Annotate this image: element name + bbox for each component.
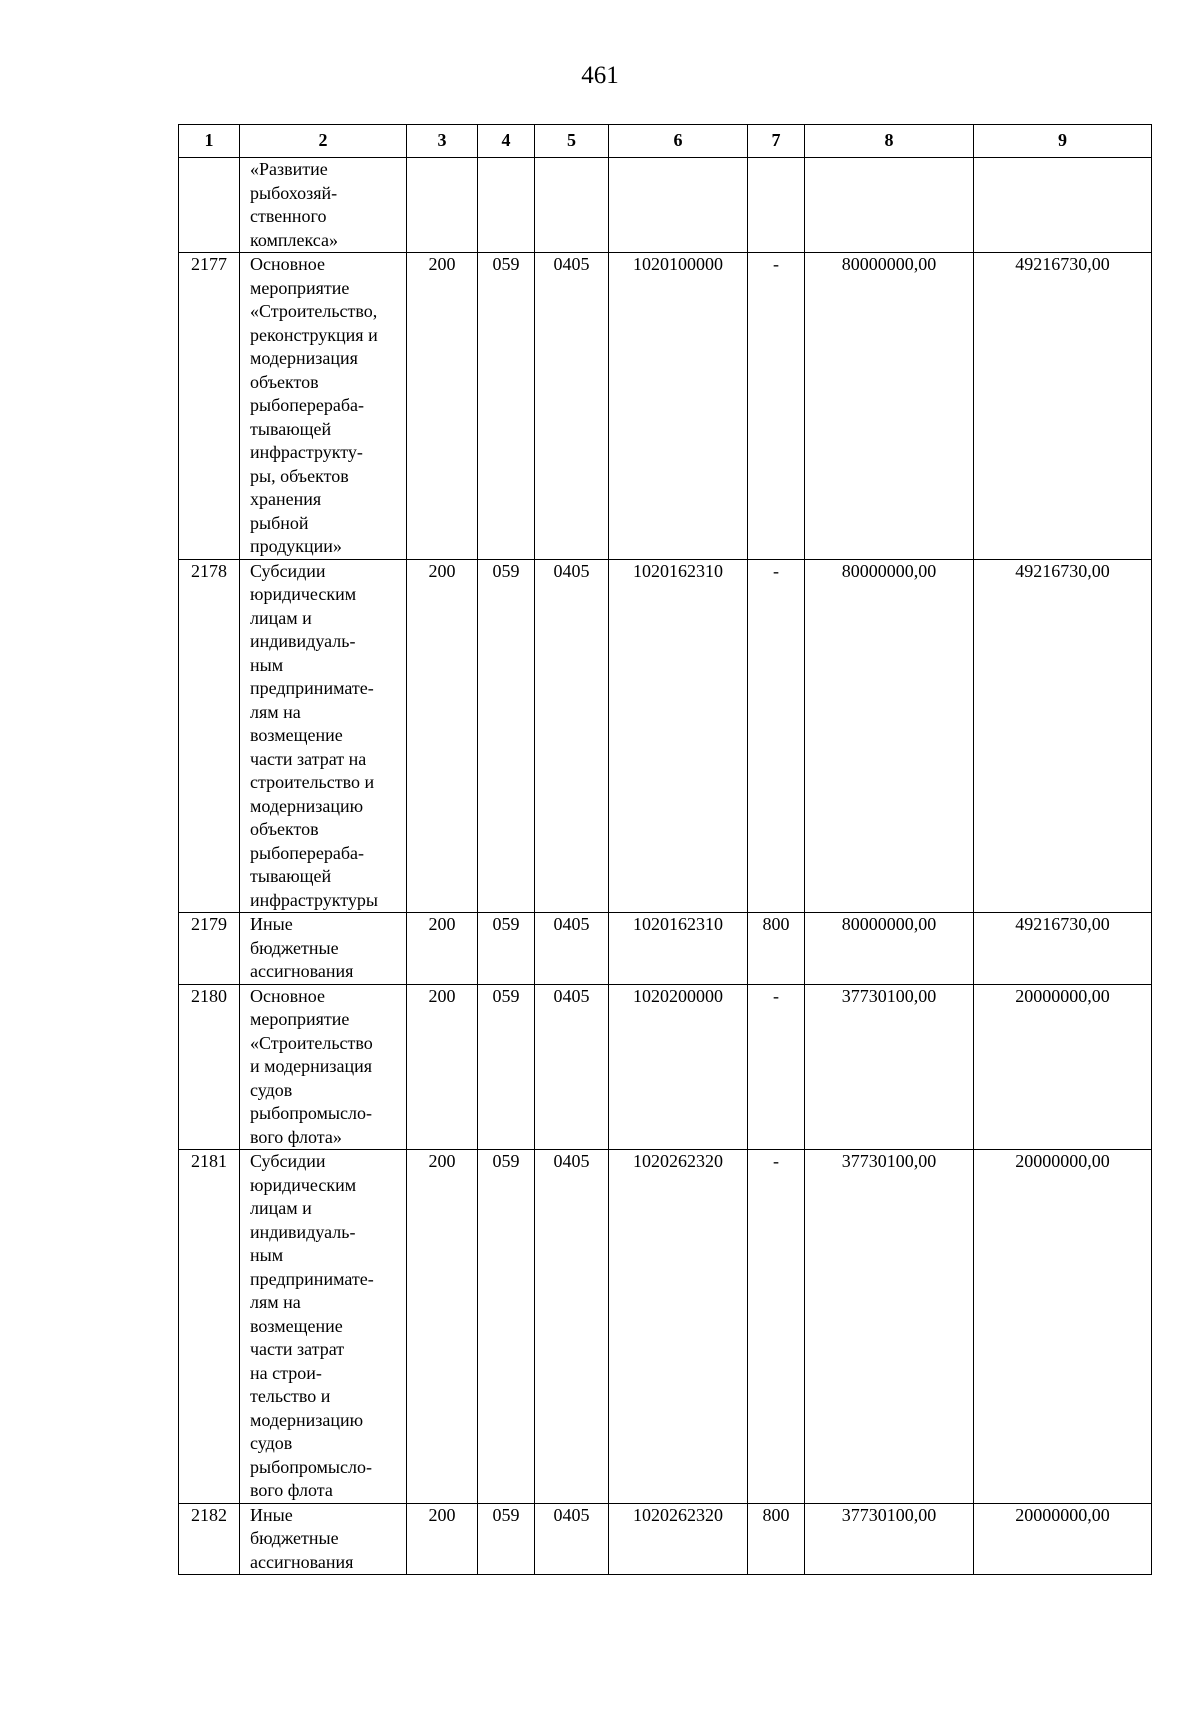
description-line: рыбной: [250, 512, 309, 533]
section-cell: 0405: [535, 253, 609, 560]
description-cell: [240, 984, 407, 1150]
description-line: бюджетные: [250, 937, 339, 958]
column-header: 2: [240, 125, 407, 158]
description-line: ры, объектов: [250, 465, 349, 486]
description-line: бюджетные: [250, 1528, 339, 1548]
description-line: лям на: [250, 701, 301, 722]
description-line: объектов: [250, 371, 319, 392]
code-cell: 200: [407, 1503, 478, 1575]
target-article-cell: 1020162310: [609, 559, 748, 913]
description-cell: [240, 559, 407, 913]
description-line: инфраструкту-: [250, 442, 363, 462]
amount-cell: 37730100,00: [805, 1503, 974, 1575]
row-number-cell: 2181: [179, 1150, 240, 1504]
description-line: рыбохозяй-: [250, 182, 338, 203]
description-line: предпринимате-: [250, 1268, 374, 1289]
row-number-cell: [179, 158, 240, 253]
description-line: и модернизация: [250, 1056, 373, 1076]
code-cell: 200: [407, 1150, 478, 1504]
section-cell: 0405: [535, 1503, 609, 1575]
description-line: Иные: [250, 914, 293, 934]
description-line: рыбопромысло-: [250, 1456, 372, 1477]
description-line: «Строительство,: [250, 301, 378, 321]
amount-cell: [974, 158, 1152, 253]
description-line: Иные: [250, 1504, 293, 1525]
description-line: Основное: [250, 985, 325, 1006]
description-cell: [240, 913, 407, 985]
description-line: лицам и: [250, 607, 312, 628]
description-cell: [240, 1503, 407, 1575]
description-line: модернизацию: [250, 1409, 364, 1430]
amount-cell: 20000000,00: [974, 1503, 1152, 1575]
amount-cell: 37730100,00: [805, 1150, 974, 1504]
expense-type-cell: 800: [748, 913, 805, 985]
amount-cell: 80000000,00: [805, 559, 974, 913]
description-line: лям на: [250, 1292, 301, 1312]
description-line: мероприятие: [250, 1009, 350, 1029]
amount-cell: 49216730,00: [974, 559, 1152, 913]
expense-type-cell: -: [748, 253, 805, 560]
column-header: 9: [974, 125, 1152, 158]
target-article-cell: 1020162310: [609, 913, 748, 985]
code-cell: 200: [407, 913, 478, 985]
description-line: рыбоперераба-: [250, 395, 364, 415]
description-line: вого флота: [250, 1480, 333, 1500]
target-article-cell: 1020100000: [609, 253, 748, 560]
description-line: индивидуаль-: [250, 1221, 356, 1242]
description-line: «Развитие: [250, 159, 328, 179]
description-line: на строи-: [250, 1362, 322, 1383]
description-line: рыбопромысло-: [250, 1103, 372, 1123]
expense-type-cell: -: [748, 1150, 805, 1504]
description-line: юридическим: [250, 584, 357, 604]
description-line: продукции»: [250, 536, 342, 556]
amount-cell: [805, 158, 974, 253]
ministry-cell: 059: [478, 1503, 535, 1575]
description-line: Субсидии: [250, 1151, 326, 1171]
section-cell: 0405: [535, 559, 609, 913]
column-header: 1: [179, 125, 240, 158]
table-row: [179, 984, 1152, 1150]
expense-type-cell: -: [748, 559, 805, 913]
description-line: тывающей: [250, 418, 332, 439]
table-row: [179, 913, 1152, 985]
table-row: [179, 1503, 1152, 1575]
target-article-cell: 1020200000: [609, 984, 748, 1150]
description-line: ственного: [250, 206, 327, 226]
code-cell: 200: [407, 559, 478, 913]
description-line: ассигнования: [250, 961, 354, 981]
amount-cell: 37730100,00: [805, 984, 974, 1150]
ministry-cell: 059: [478, 913, 535, 985]
row-number-cell: 2180: [179, 984, 240, 1150]
header-row: [179, 125, 1152, 158]
table-row: [179, 559, 1152, 913]
column-header: 4: [478, 125, 535, 158]
description-line: предпринимате-: [250, 678, 374, 698]
description-cell: [240, 158, 407, 253]
description-cell: [240, 253, 407, 560]
description-line: возмещение: [250, 1315, 343, 1336]
amount-cell: 20000000,00: [974, 984, 1152, 1150]
ministry-cell: 059: [478, 253, 535, 560]
column-header: 3: [407, 125, 478, 158]
expense-type-cell: -: [748, 984, 805, 1150]
description-line: модернизацию: [250, 795, 364, 816]
code-cell: 200: [407, 984, 478, 1150]
column-header: 6: [609, 125, 748, 158]
ministry-cell: [478, 158, 535, 253]
description-line: инфраструктуры: [250, 889, 378, 910]
description-line: судов: [250, 1433, 293, 1453]
description-line: ассигнования: [250, 1551, 354, 1572]
description-line: тывающей: [250, 866, 332, 886]
ministry-cell: 059: [478, 984, 535, 1150]
description-line: строительство и: [250, 772, 375, 792]
description-line: Основное: [250, 254, 325, 274]
description-line: вого флота»: [250, 1126, 342, 1147]
description-line: рыбоперераба-: [250, 842, 364, 863]
target-article-cell: 1020262320: [609, 1150, 748, 1504]
column-header: 7: [748, 125, 805, 158]
target-article-cell: 1020262320: [609, 1503, 748, 1575]
amount-cell: 49216730,00: [974, 913, 1152, 985]
section-cell: 0405: [535, 984, 609, 1150]
description-line: юридическим: [250, 1174, 357, 1195]
description-line: части затрат на: [250, 748, 367, 769]
description-line: лицам и: [250, 1198, 312, 1218]
section-cell: 0405: [535, 913, 609, 985]
row-number-cell: 2179: [179, 913, 240, 985]
row-number-cell: 2182: [179, 1503, 240, 1575]
column-header: 8: [805, 125, 974, 158]
table-row: [179, 158, 1152, 253]
budget-table: [178, 124, 1152, 1575]
description-line: ным: [250, 1245, 284, 1265]
code-cell: [407, 158, 478, 253]
expense-type-cell: 800: [748, 1503, 805, 1575]
description-line: ным: [250, 654, 284, 675]
description-line: модернизация: [250, 348, 358, 368]
section-cell: 0405: [535, 1150, 609, 1504]
column-header: 5: [535, 125, 609, 158]
description-line: Субсидии: [250, 560, 326, 581]
description-line: реконструкция и: [250, 324, 378, 345]
description-line: «Строительство: [250, 1032, 373, 1053]
code-cell: 200: [407, 253, 478, 560]
description-line: индивидуаль-: [250, 631, 356, 651]
description-line: тельство и: [250, 1386, 331, 1406]
amount-cell: 80000000,00: [805, 253, 974, 560]
table-row: [179, 253, 1152, 560]
row-number-cell: 2178: [179, 559, 240, 913]
row-number-cell: 2177: [179, 253, 240, 560]
table-body: [179, 158, 1152, 1575]
ministry-cell: 059: [478, 1150, 535, 1504]
amount-cell: 80000000,00: [805, 913, 974, 985]
section-cell: [535, 158, 609, 253]
description-line: объектов: [250, 819, 319, 839]
description-line: возмещение: [250, 725, 343, 745]
table-row: [179, 1150, 1152, 1504]
page-number: 461: [581, 62, 619, 89]
ministry-cell: 059: [478, 559, 535, 913]
description-line: комплекса»: [250, 229, 338, 250]
amount-cell: 49216730,00: [974, 253, 1152, 560]
description-line: мероприятие: [250, 277, 350, 298]
description-line: судов: [250, 1079, 293, 1100]
description-cell: [240, 1150, 407, 1504]
expense-type-cell: [748, 158, 805, 253]
amount-cell: 20000000,00: [974, 1150, 1152, 1504]
target-article-cell: [609, 158, 748, 253]
description-line: хранения: [250, 489, 322, 509]
description-line: части затрат: [250, 1339, 345, 1359]
